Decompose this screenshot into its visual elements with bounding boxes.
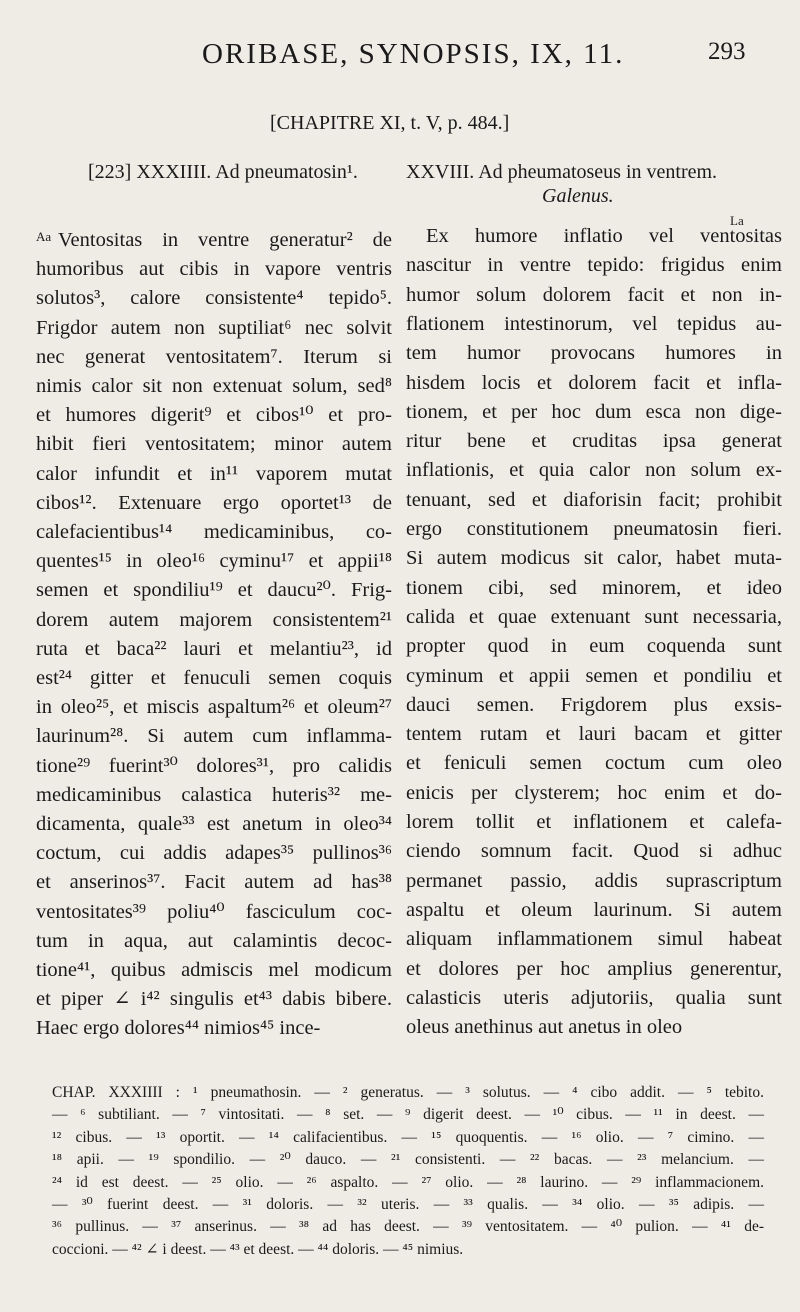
text-line: medicaminibus calastica huteris³² me-: [36, 783, 392, 806]
text-line: tenuant, sed et diaforisin facit; prohibit: [406, 488, 782, 511]
text-line: et humores digerit⁹ et cibos¹⁰ et pro-: [36, 404, 392, 427]
margin-label-right: La: [730, 213, 744, 228]
chapter-title-right: XXVIII. Ad pheumatoseus in ventrem.: [406, 161, 718, 183]
text-line: oleus anethinus aut anetus in oleo: [406, 1016, 683, 1039]
text-line: ruta et baca²² lauri et melantiu²³, id: [36, 637, 392, 660]
text-line: inflationis, et quia calor non solum ex-: [406, 459, 782, 482]
text-line: dauci semen. Frigdorem plus exsis-: [406, 693, 782, 716]
text-line: humor solum dolorem facit et non in-: [406, 283, 782, 306]
text-line: coctum, cui addis adapes³⁵ pullinos³⁶: [36, 842, 392, 865]
page-number: 293: [708, 38, 746, 65]
footnote-line: coccioni. — ⁴² ∠ i deest. — ⁴³ et deest. — ⁴⁴ doloris. — ⁴⁵ nimius.: [52, 1240, 464, 1258]
text-line: calor infundit et in¹¹ vaporem mutat: [36, 462, 392, 485]
text-line: in oleo²⁵, et miscis aspaltum²⁶ et oleum²⁷: [36, 696, 392, 719]
text-line: semen et spondiliu¹⁹ et daucu²⁰. Frig-: [36, 579, 392, 602]
text-line: permanet passio, addis suprascriptum: [406, 869, 782, 892]
text-line: quentes¹⁵ in oleo¹⁶ cyminu¹⁷ et appii¹⁸: [36, 550, 392, 573]
text-line: ritur bene et cruditas ipsa generat: [406, 430, 782, 453]
text-line: laurinum²⁸. Si autem cum inflamma-: [36, 725, 392, 748]
text-line: et feniculi semen coctum cum oleo: [406, 752, 782, 775]
footnote-line: — ³⁰ fuerint deest. — ³¹ doloris. — ³² uteris. — ³³ qualis. — ³⁴ olio. — ³⁵ adipis. —: [52, 1196, 764, 1213]
text-line: propter quod in eum coquenda sunt: [406, 635, 782, 658]
text-line: nascitur in ventre tepido: frigidus enim: [406, 254, 782, 277]
text-line: tione⁴¹, quibus admiscis mel modicum: [36, 959, 392, 981]
text-line: tionem cibi, sed minorem, et ideo: [406, 576, 782, 599]
text-line: calefacientibus¹⁴ medicaminibus, co-: [36, 521, 392, 543]
text-line: dicamenta, quale³³ est anetum in oleo³⁴: [36, 813, 392, 835]
text-line: calida et quae extenuant sunt necessaria,: [406, 605, 782, 628]
footnote-line: CHAP. XXXIIII : ¹ pneumathosin. — ² generatus. — ³ solutus. — ⁴ cibo addit. — ⁵ tebito.: [52, 1084, 764, 1101]
footnote-line: ³⁶ pullinus. — ³⁷ anserinus. — ³⁸ ad has deest. — ³⁹ ventositatem. — ⁴⁰ pulion. — ⁴¹ de-: [52, 1218, 764, 1236]
text-line: tem humor provocans humores in: [406, 342, 782, 365]
text-line: enicis per clysterem; hoc enim et do-: [406, 781, 782, 804]
footnote-line: — ⁶ subtiliant. — ⁷ vintositati. — ⁸ set. — ⁹ digerit deest. — ¹⁰ cibus. — ¹¹ in deest. —: [52, 1106, 764, 1124]
text-line: aspaltu et oleum laurinum. Si autem: [406, 898, 782, 921]
text-line: ciendo somnum facit. Quod si adhuc: [406, 840, 782, 863]
text-line: dorem autem majorem consistentem²¹: [36, 608, 392, 631]
running-title: ORIBASE, SYNOPSIS, IX, 11.: [202, 38, 625, 70]
chapter-title-left: XXXIIII. Ad pneumatosin¹.: [136, 161, 358, 183]
text-line: hisdem locis et dolorem facit et infla-: [406, 371, 782, 394]
text-line: ergo constitutionem pneumatosin fieri.: [406, 518, 782, 540]
left-heading: [88, 158, 358, 187]
text-line: aliquam inflammationem simul habeat: [406, 928, 782, 951]
text-line: flationem intestinorum, vel tepidus au-: [406, 312, 782, 335]
text-line: Ex humore inflatio vel ventositas: [426, 225, 782, 247]
text-line: et dolores per hoc amplius generentur,: [406, 957, 782, 980]
text-line: Si autem modicus sit calor, habet muta-: [406, 547, 782, 570]
margin-label-left: Aa: [36, 229, 52, 244]
text-line: tione²⁹ fuerint³⁰ dolores³¹, pro calidis: [36, 754, 392, 777]
text-line: ventositates³⁹ poliu⁴⁰ fasciculum coc-: [36, 900, 392, 923]
text-line: lorem tollit et inflationem et calefa-: [406, 811, 782, 833]
text-line: tentem rutam et lauri bacam et gitter: [406, 723, 782, 746]
text-line: est²⁴ gitter et fenuculi semen coquis: [36, 667, 392, 689]
manuscript-folio: [223]: [88, 161, 132, 183]
text-line: cyminum et appii semen et pondiliu et: [406, 664, 782, 687]
chapter-author-right: Galenus.: [542, 185, 614, 207]
text-line: Haec ergo dolores⁴⁴ nimios⁴⁵ ince-: [36, 1017, 321, 1040]
text-line: cibos¹². Extenuare ergo oportet¹³ de: [36, 491, 392, 514]
chapter-reference: [CHAPITRE XI, t. V, p. 484.]: [270, 112, 510, 134]
text-line: tionem, et per hoc dum esca non dige-: [406, 400, 782, 423]
text-line: tum in aqua, aut calamintis decoc-: [36, 929, 392, 952]
text-line: Ventositas in ventre generatur² de: [58, 229, 392, 251]
text-line: calasticis uteris adjutoriis, qualia sunt: [406, 986, 782, 1009]
text-line: hibit fieri ventositatem; minor autem: [36, 433, 392, 456]
text-line: et anserinos³⁷. Facit autem ad has³⁸: [36, 871, 392, 894]
text-line: humoribus aut cibis in vapore ventris: [36, 258, 392, 281]
text-line: et piper ∠ i⁴² singulis et⁴³ dabis bibere.: [36, 988, 392, 1011]
footnote-line: ¹² cibus. — ¹³ oportit. — ¹⁴ califacientibus. — ¹⁵ quoquentis. — ¹⁶ olio. — ⁷ cimino. —: [52, 1128, 764, 1146]
text-line: nimis calor sit non extenuat solum, sed⁸: [36, 375, 392, 397]
footnote-line: ²⁴ id est deest. — ²⁵ olio. — ²⁶ aspalto. — ²⁷ olio. — ²⁸ laurino. — ²⁹ inflammacionem.: [52, 1173, 764, 1191]
text-line: Frigdor autem non suptiliat⁶ nec solvit: [36, 316, 392, 339]
text-line: solutos³, calore consistente⁴ tepido⁵.: [36, 287, 392, 310]
text-line: nec generat ventositatem⁷. Iterum si: [36, 345, 392, 368]
footnote-line: ¹⁸ apii. — ¹⁹ spondilio. — ²⁰ dauco. — ²¹ consistenti. — ²² bacas. — ²³ melancium. —: [52, 1151, 764, 1169]
